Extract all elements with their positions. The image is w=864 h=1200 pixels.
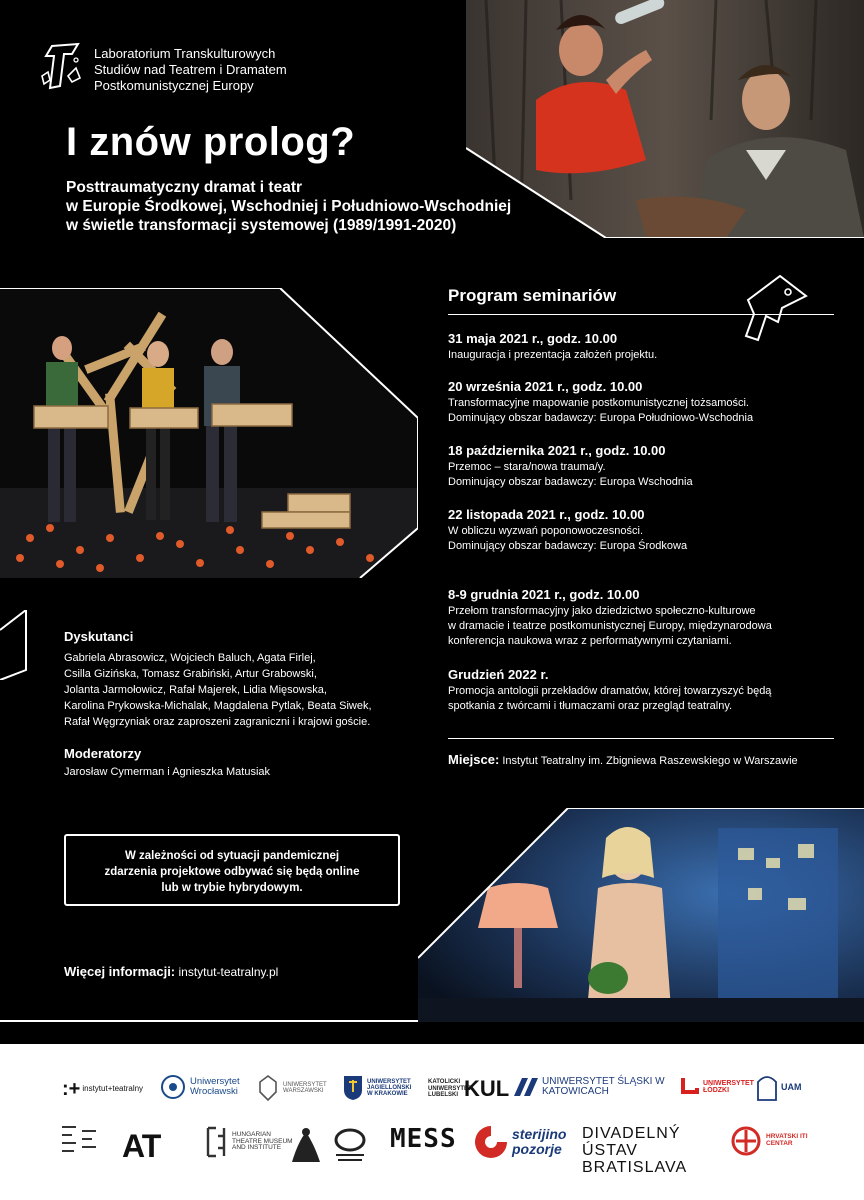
uj-logo xyxy=(342,1074,415,1102)
discussants-line: Jolanta Jarmołowicz, Rafał Majerek, Lidia Mięsowska, xyxy=(64,684,327,696)
logo-text: HUNGARIAN THEATRE MUSEUM AND INSTITUTE xyxy=(232,1130,293,1152)
subtitle-line-3: w świetle transformacji systemowej (1989/1991-2020) xyxy=(66,217,457,234)
divadelny-ustav-logo xyxy=(582,1126,722,1176)
seminar-date: Grudzień 2022 r. xyxy=(448,667,549,682)
seminar-date: 8-9 grudnia 2021 r., godz. 10.00 xyxy=(448,587,640,602)
seminar-region: Dominujący obszar badawczy: Europa Południowo-Wschodnia xyxy=(448,412,754,424)
bracket-icon xyxy=(0,610,30,680)
notice-line: zdarzenia projektowe odbywać się będą online xyxy=(104,866,360,878)
moderators-title: Moderatorzy xyxy=(64,746,142,761)
logo-text: DIVADELNÝ ÚSTAV BRATISLAVA xyxy=(582,1125,688,1176)
lab-logo-icon xyxy=(38,42,86,96)
seminar-desc: Przemoc – stara/nowa trauma/y. xyxy=(448,461,606,473)
partner-logos xyxy=(0,1044,864,1200)
more-info-label: Więcej informacji: xyxy=(64,964,176,979)
seminar-2 xyxy=(448,378,848,426)
photo-woman-drinking xyxy=(466,0,864,238)
logo-text: instytut+teatralny xyxy=(82,1084,144,1094)
logo-text: UNIWERSYTET WARSZAWSKI xyxy=(283,1081,327,1094)
subtitle-line-1: Posttraumatyczny dramat i teatr xyxy=(66,179,303,196)
seminar-desc: Inauguracja i prezentacja założeń projektu. xyxy=(448,349,658,361)
instytut-teatralny-logo: :+ instytut+teatralny xyxy=(62,1078,144,1100)
logo-text: Uniwersytet Wrocławski xyxy=(190,1076,240,1097)
logo-text: sterijino pozorje xyxy=(512,1126,567,1157)
photo-woman-kitchen xyxy=(418,808,864,1022)
lab-name-line-3: Postkomunistycznej Europy xyxy=(94,78,254,93)
place xyxy=(448,752,798,767)
discussants-title: Dyskutanci xyxy=(64,629,134,644)
bottom-divider xyxy=(0,1020,418,1022)
sterijino-pozorje-logo xyxy=(474,1124,582,1160)
seminar-desc: Transformacyjne mapowanie postkomunistycznej tożsamości. xyxy=(448,397,749,409)
logo-text: UNIWERSYTET ŚLĄSKI W KATOWICACH xyxy=(542,1075,665,1097)
seminar-1 xyxy=(448,330,848,363)
seminar-desc: konferencja naukowa wraz z performatywnymi czytaniami. xyxy=(448,635,732,647)
logo-text: UAM xyxy=(781,1082,802,1093)
seminar-4 xyxy=(448,506,848,554)
photo-stage-apples xyxy=(0,288,418,578)
logo-text: AT xyxy=(122,1128,161,1164)
seminar-desc: spotkania z twórcami i tłumaczami oraz przegląd teatralny. xyxy=(448,700,733,712)
seminar-desc: Promocja antologii przekładów dramatów, której towarzyszyć będą xyxy=(448,685,772,697)
logo-text: MESS xyxy=(390,1124,457,1154)
seminar-region: Dominujący obszar badawczy: Europa Środkowa xyxy=(448,540,688,552)
place-label: Miejsce: xyxy=(448,752,500,767)
seminar-region: Dominujący obszar badawczy: Europa Wschodnia xyxy=(448,476,693,488)
logo-text: KUL xyxy=(464,1076,510,1101)
seminar-desc: w dramacie i teatrze postkomunistycznej Europy, międzynarodowa xyxy=(448,620,772,632)
seminar-date: 20 września 2021 r., godz. 10.00 xyxy=(448,379,643,394)
subtitle xyxy=(66,178,511,235)
uwr-logo xyxy=(160,1074,248,1100)
lab-name-line-2: Studiów nad Teatrem i Dramatem xyxy=(94,62,287,77)
program-title: Program seminariów xyxy=(448,286,617,305)
seminar-desc: W obliczu wyzwań poponowoczesności. xyxy=(448,525,644,537)
more-info xyxy=(64,964,278,979)
at-logo xyxy=(122,1128,160,1165)
seminar-3 xyxy=(448,442,848,490)
seminar-date: 31 maja 2021 r., godz. 10.00 xyxy=(448,331,618,346)
discussants-line: Gabriela Abrasowicz, Wojciech Baluch, Agata Firlej, xyxy=(64,652,316,664)
page-title: I znów prolog? xyxy=(66,120,356,164)
uam-logo xyxy=(756,1074,802,1102)
discussants-line: Rafał Węgrzyniak oraz zaproszeni zagraniczni i krajowi goście. xyxy=(64,716,371,728)
notice-line: W zależności od sytuacji pandemicznej xyxy=(124,850,340,862)
discussants-line: Csilla Gizińska, Tomasz Grabiński, Artur Grabowski, xyxy=(64,668,317,680)
logo-text: UNIWERSYTET ŁÓDZKI xyxy=(703,1079,754,1094)
more-info-link[interactable]: instytut-teatralny.pl xyxy=(178,965,279,979)
seminar-6 xyxy=(448,666,848,714)
seminar-desc: Przełom transformacyjny jako dziedzictwo społeczno-kulturowe xyxy=(448,605,756,617)
us-logo xyxy=(512,1076,672,1098)
discussants-line: Karolina Prykowska-Michalak, Magdalena Pytlak, Beata Siwek, xyxy=(64,700,372,712)
place-divider xyxy=(448,738,834,739)
logo-text: HRVATSKI ITI CENTAR xyxy=(766,1133,808,1147)
lab-name xyxy=(94,46,287,94)
seminar-5 xyxy=(448,586,848,649)
ring-logo-icon xyxy=(332,1124,368,1164)
uw-logo xyxy=(256,1074,335,1102)
pandemic-notice xyxy=(64,834,400,906)
moderators-names: Jarosław Cymerman i Agnieszka Matusiak xyxy=(64,766,271,778)
discussants-list xyxy=(64,650,414,730)
subtitle-line-2: w Europie Środkowej, Wschodniej i Południowo-Wschodniej xyxy=(66,198,512,215)
hungarian-theatre-museum-logo xyxy=(204,1126,300,1158)
kul-logo: KATOLICKI UNIWERSYTET LUBELSKI KUL xyxy=(428,1076,510,1101)
seminar-date: 18 października 2021 r., godz. 10.00 xyxy=(448,443,666,458)
notice-line: lub w trybie hybrydowym. xyxy=(161,882,303,894)
ul-logo xyxy=(680,1076,754,1098)
logo-text: UNIWERSYTET JAGIELLOŃSKI W KRAKOWIE xyxy=(367,1078,412,1098)
seminar-date: 22 listopada 2021 r., godz. 10.00 xyxy=(448,507,645,522)
theatre-figure-logo-icon xyxy=(288,1124,322,1164)
mess-logo xyxy=(390,1124,457,1154)
lab-name-line-1: Laboratorium Transkulturowych xyxy=(94,46,276,61)
place-value: Instytut Teatralny im. Zbigniewa Raszewskiego w Warszawie xyxy=(502,755,798,767)
bars-logo-icon xyxy=(62,1126,102,1160)
hrvatski-iti-logo xyxy=(730,1124,828,1158)
